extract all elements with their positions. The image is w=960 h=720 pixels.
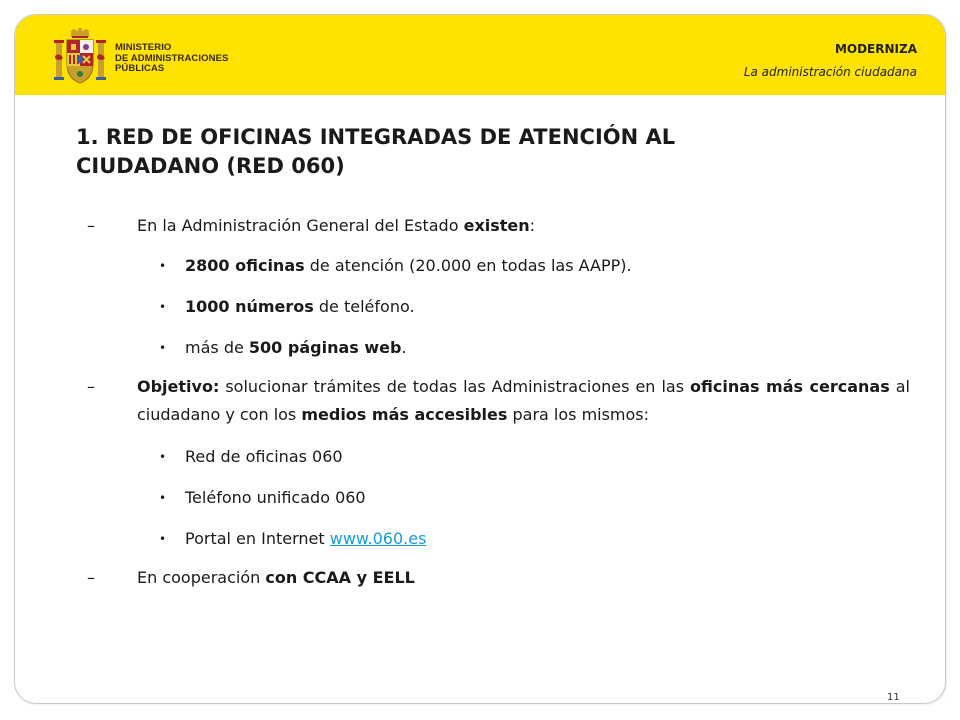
bullet-text: Red de oficinas 060 bbox=[185, 447, 343, 466]
bullet-marker: • bbox=[159, 259, 167, 273]
bullet-marker: • bbox=[159, 450, 167, 464]
item-bold: existen bbox=[463, 216, 530, 235]
bullet-bold: 500 páginas web bbox=[248, 338, 402, 357]
bullet-item bbox=[75, 528, 910, 550]
list-item bbox=[75, 213, 910, 239]
item-bold: medios más accesibles bbox=[301, 405, 508, 424]
bullet-item bbox=[75, 446, 910, 468]
bullet-item bbox=[75, 255, 910, 277]
slide-frame bbox=[14, 14, 946, 704]
bullet-item bbox=[75, 487, 910, 509]
ministry-logo bbox=[53, 28, 263, 86]
brand-title: MODERNIZA bbox=[834, 42, 917, 56]
ministry-line-2: DE ADMINISTRACIONES bbox=[115, 52, 229, 64]
bullet-marker: • bbox=[159, 532, 167, 546]
header-band bbox=[15, 15, 945, 95]
bullet-text: Teléfono unificado 060 bbox=[185, 488, 366, 507]
list-item bbox=[75, 373, 910, 429]
dash-marker: – bbox=[87, 568, 95, 587]
item-text-after: : bbox=[529, 216, 536, 235]
ministry-name bbox=[115, 43, 228, 75]
bullet-item bbox=[75, 296, 910, 318]
ministry-line-3: PÚBLICAS bbox=[115, 63, 165, 74]
slide-title-line-1: 1. RED DE OFICINAS INTEGRADAS DE ATENCIÓN AL bbox=[76, 125, 676, 149]
bullet-bold: 2800 oficinas bbox=[185, 256, 305, 275]
slide-title-line-2: CIUDADANO (RED 060) bbox=[76, 154, 345, 178]
bullet-pre: más de bbox=[185, 338, 249, 357]
bullet-item bbox=[75, 337, 910, 359]
slide-content bbox=[75, 213, 910, 591]
brand-subtitle: La administración ciudadana bbox=[743, 65, 917, 79]
item-text: En cooperación bbox=[137, 568, 266, 587]
item-text: para los mismos: bbox=[507, 405, 650, 424]
item-text: al ciudadano y con los bbox=[137, 377, 910, 424]
item-bold: oficinas más cercanas bbox=[690, 377, 890, 396]
slide-title bbox=[76, 123, 876, 181]
dash-marker: – bbox=[87, 377, 95, 396]
bullet-text: de atención (20.000 en todas las AAPP). bbox=[304, 256, 632, 275]
item-bold: Objetivo: bbox=[137, 377, 220, 396]
bullet-bold: 1000 números bbox=[185, 297, 314, 316]
page-number: 11 bbox=[887, 692, 900, 703]
bullet-text: . bbox=[401, 338, 407, 357]
bullet-marker: • bbox=[159, 341, 167, 355]
item-text: En la Administración General del Estado bbox=[137, 216, 464, 235]
bullet-marker: • bbox=[159, 300, 167, 314]
bullet-marker: • bbox=[159, 491, 167, 505]
bullet-text: Portal en Internet bbox=[185, 529, 330, 548]
ministry-line-1: MINISTERIO bbox=[115, 42, 172, 53]
item-text: solucionar trámites de todas las Administraciones en las bbox=[219, 377, 691, 396]
list-item bbox=[75, 565, 910, 591]
coat-of-arms-icon bbox=[53, 28, 113, 86]
bullet-text: de teléfono. bbox=[313, 297, 415, 316]
dash-marker: – bbox=[87, 216, 95, 235]
item-bold: con CCAA y EELL bbox=[265, 568, 415, 587]
portal-link[interactable]: www.060.es bbox=[329, 529, 427, 548]
brand-block bbox=[744, 42, 917, 79]
